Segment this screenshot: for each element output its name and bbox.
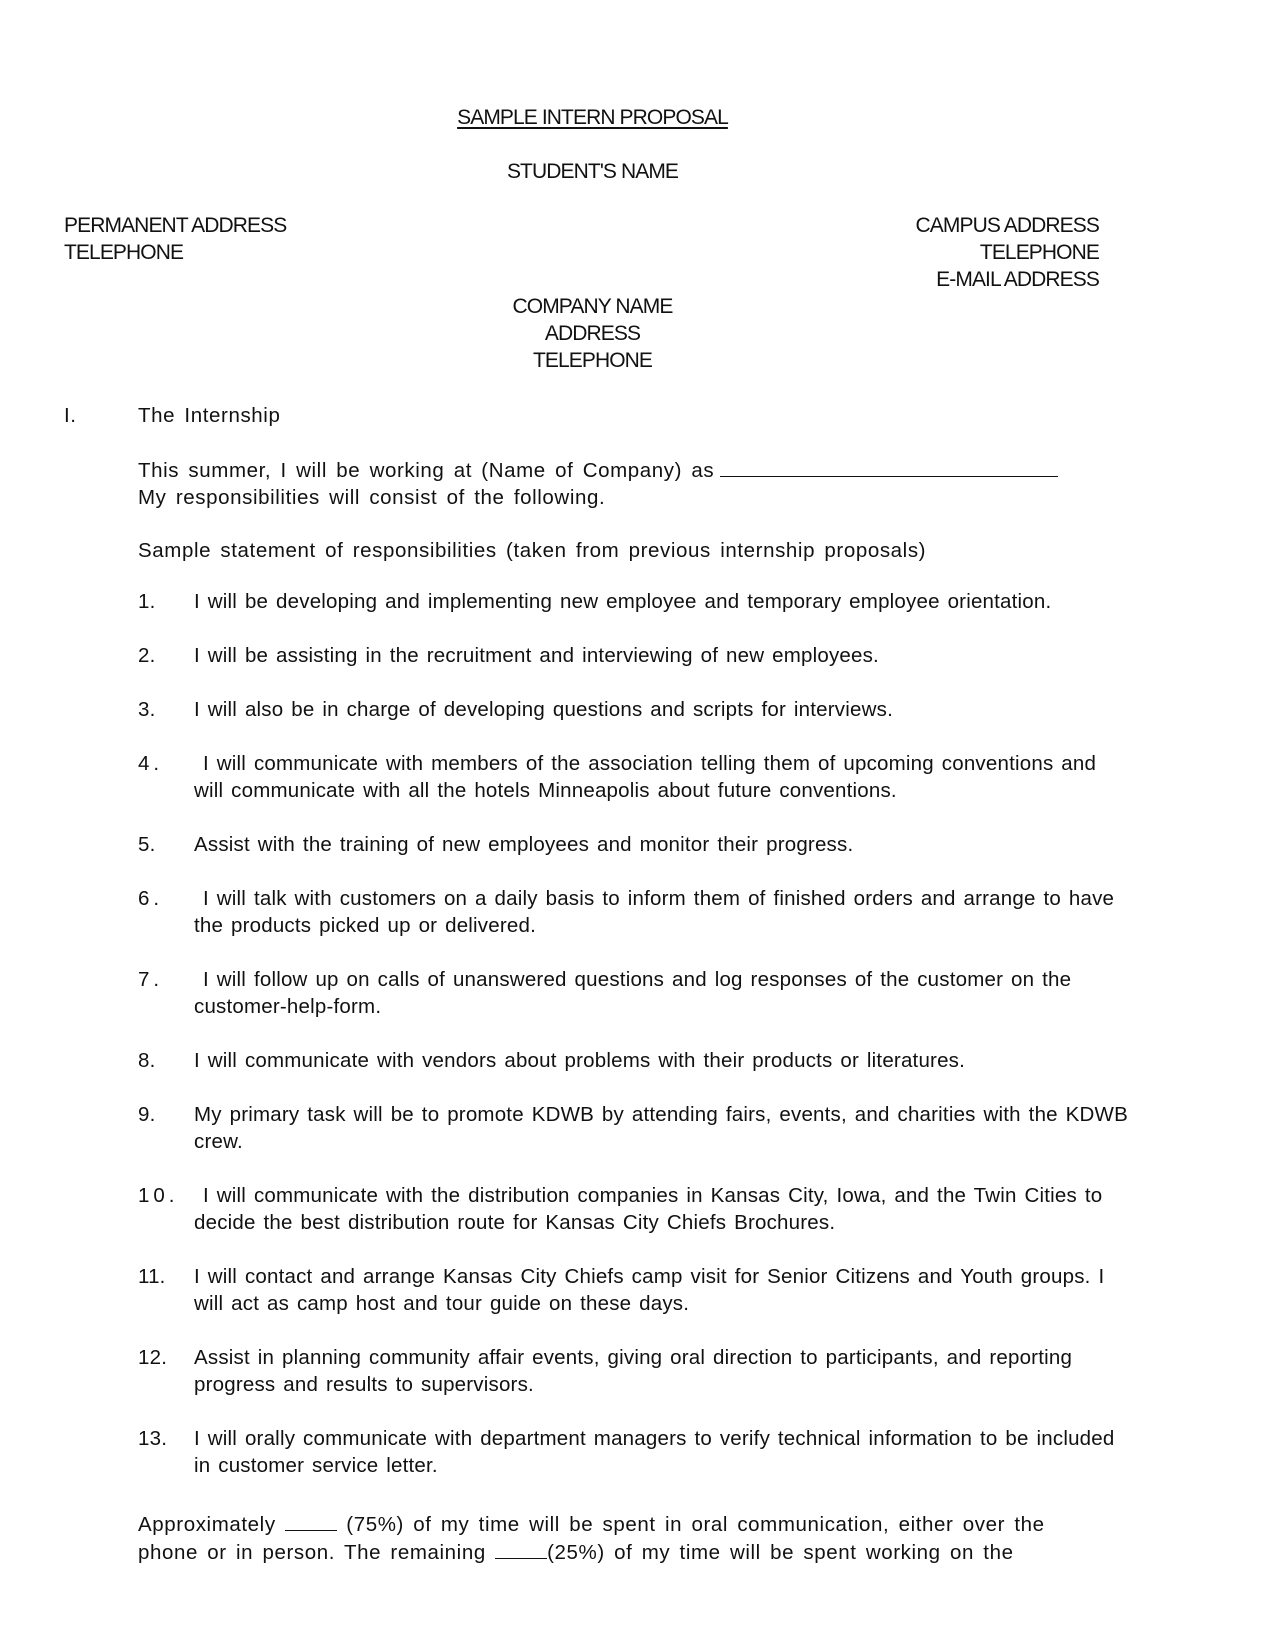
intro-line-2: My responsibilities will consist of the following. bbox=[138, 486, 606, 509]
list-item bbox=[138, 696, 1128, 723]
item-text: I will follow up on calls of unanswered questions and log responses of the customer on the customer-help-form. bbox=[194, 968, 1072, 1018]
list-item bbox=[138, 966, 1128, 1020]
intro-line-1: This summer, I will be working at (Name of Company) as bbox=[138, 459, 715, 482]
list-item bbox=[138, 642, 1128, 669]
permanent-address: PERMANENT ADDRESS bbox=[64, 214, 287, 237]
campus-address: CAMPUS ADDRESS bbox=[915, 214, 1099, 237]
item-number: 3. bbox=[138, 698, 156, 721]
list-item bbox=[138, 1344, 1128, 1398]
company-block bbox=[0, 293, 1185, 374]
document-title: SAMPLE INTERN PROPOSAL bbox=[457, 106, 728, 129]
closing-part-2: (75%) of my time will be spent in oral communication, either over the bbox=[346, 1513, 1045, 1536]
item-text: I will orally communicate with department managers to verify technical information to be included in customer service letter. bbox=[194, 1427, 1115, 1477]
student-name: STUDENT'S NAME bbox=[506, 160, 679, 183]
item-text: I will also be in charge of developing questions and scripts for interviews. bbox=[194, 698, 893, 721]
item-text: I will communicate with vendors about problems with their products or literatures. bbox=[194, 1049, 966, 1072]
item-number: 9. bbox=[138, 1103, 156, 1126]
time-allocation-paragraph bbox=[138, 1510, 1045, 1566]
item-text: I will communicate with members of the association telling them of upcoming conventions and will communicate with all the hotels Minneapolis about future conventions. bbox=[194, 752, 1097, 802]
permanent-telephone: TELEPHONE bbox=[64, 241, 184, 264]
list-item bbox=[138, 1101, 1128, 1155]
closing-part-1: Approximately bbox=[138, 1513, 276, 1536]
item-number: 11. bbox=[138, 1265, 166, 1288]
list-item bbox=[138, 831, 1128, 858]
intro-paragraph bbox=[138, 456, 1058, 511]
closing-part-3: phone or in person. The remaining bbox=[138, 1541, 486, 1564]
position-blank bbox=[720, 456, 1058, 477]
item-number: 8. bbox=[138, 1049, 156, 1072]
item-number: 2. bbox=[138, 644, 156, 667]
item-text: I will be assisting in the recruitment and interviewing of new employees. bbox=[194, 644, 879, 667]
company-telephone: TELEPHONE bbox=[532, 349, 653, 372]
item-text: I will contact and arrange Kansas City Chiefs camp visit for Senior Citizens and Youth groups. I will act as camp host and tour guide on these days. bbox=[194, 1265, 1105, 1315]
item-text: I will be developing and implementing new employee and temporary employee orientation. bbox=[194, 590, 1052, 613]
item-number: 1. bbox=[138, 590, 156, 613]
list-item bbox=[138, 750, 1128, 804]
closing-part-4: (25%) of my time will be spent working on the bbox=[547, 1541, 1014, 1564]
item-number: 10. bbox=[138, 1184, 179, 1207]
item-number: 13. bbox=[138, 1427, 168, 1450]
email-address: E-MAIL ADDRESS bbox=[936, 268, 1099, 291]
sample-statement: Sample statement of responsibilities (taken from previous internship proposals) bbox=[138, 539, 927, 562]
item-text: Assist with the training of new employees and monitor their progress. bbox=[194, 833, 854, 856]
campus-contact-block bbox=[916, 212, 1099, 293]
list-item bbox=[138, 885, 1128, 939]
item-number: 5. bbox=[138, 833, 156, 856]
list-item bbox=[138, 1263, 1128, 1317]
item-number: 6. bbox=[138, 887, 164, 910]
list-item bbox=[138, 588, 1128, 615]
item-number: 12. bbox=[138, 1346, 168, 1369]
permanent-contact-block bbox=[64, 212, 286, 266]
campus-telephone: TELEPHONE bbox=[979, 241, 1099, 264]
item-number: 4. bbox=[138, 752, 164, 775]
item-text: I will communicate with the distribution companies in Kansas City, Iowa, and the Twin Cities to decide the best distribution route for Kansas City Chiefs Brochures. bbox=[194, 1184, 1103, 1234]
responsibilities-list bbox=[138, 588, 1128, 1506]
remaining-time-blank bbox=[495, 1538, 547, 1559]
section-number: I. bbox=[64, 404, 77, 427]
item-text: Assist in planning community affair events, giving oral direction to participants, and reporting progress and results to supervisors. bbox=[194, 1346, 1073, 1396]
list-item bbox=[138, 1182, 1128, 1236]
company-name: COMPANY NAME bbox=[512, 295, 673, 318]
item-number: 7. bbox=[138, 968, 164, 991]
company-address: ADDRESS bbox=[544, 322, 641, 345]
section-title: The Internship bbox=[138, 404, 281, 427]
list-item bbox=[138, 1047, 1128, 1074]
oral-time-blank bbox=[285, 1510, 337, 1531]
list-item bbox=[138, 1425, 1128, 1479]
item-text: I will talk with customers on a daily basis to inform them of finished orders and arrange to have the products picked up or delivered. bbox=[194, 887, 1115, 937]
item-text: My primary task will be to promote KDWB by attending fairs, events, and charities with the KDWB crew. bbox=[194, 1103, 1128, 1153]
